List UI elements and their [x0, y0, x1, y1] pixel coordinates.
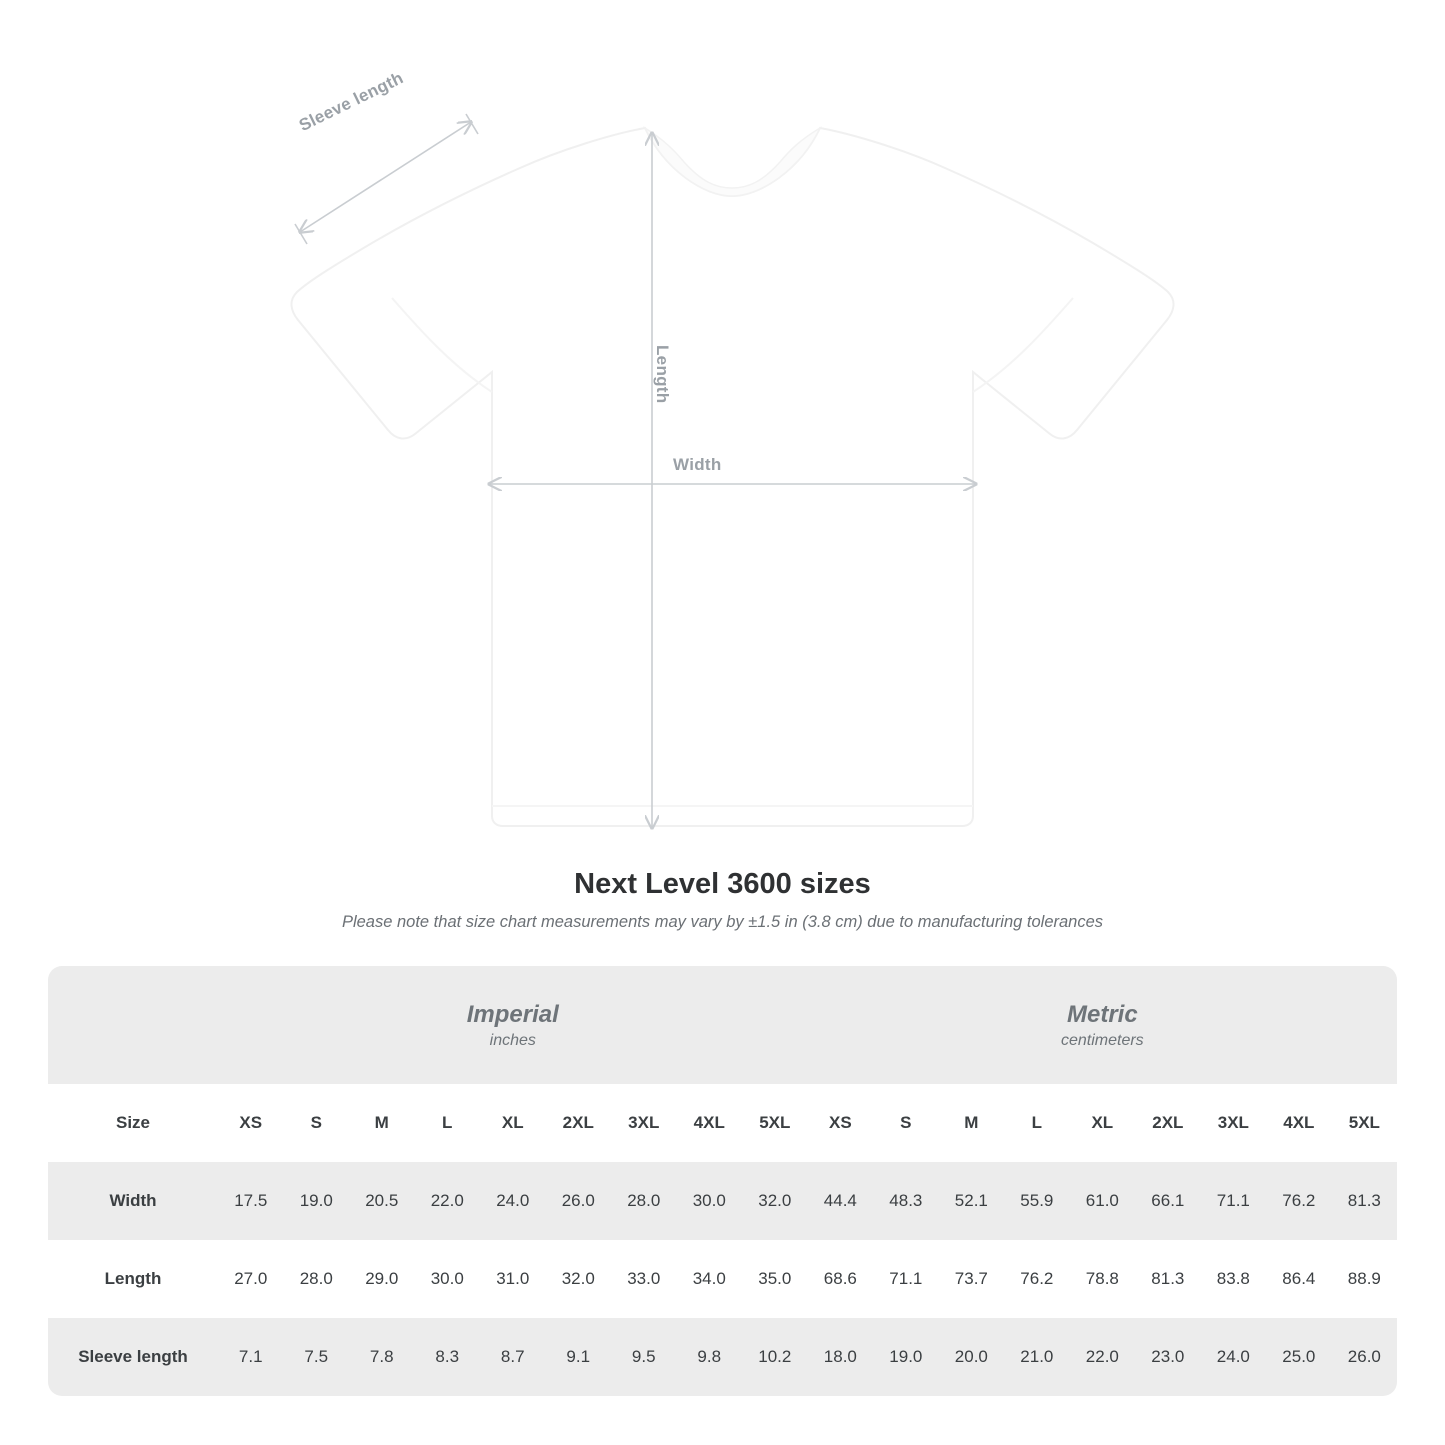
size-col-header: 2XL [1135, 1084, 1201, 1162]
unit-group-imperial-label: Imperial [466, 1001, 559, 1028]
measurement-cell: 73.7 [939, 1240, 1005, 1318]
measurement-cell: 27.0 [218, 1240, 284, 1318]
size-col-header: 3XL [611, 1084, 677, 1162]
measurement-cell: 20.5 [349, 1162, 415, 1240]
measurement-cell: 28.0 [611, 1162, 677, 1240]
measurement-cell: 78.8 [1070, 1240, 1136, 1318]
measurement-cell: 34.0 [677, 1240, 743, 1318]
size-col-header: XL [1070, 1084, 1136, 1162]
measurement-cell: 20.0 [939, 1318, 1005, 1396]
unit-corner-cell [48, 966, 218, 1084]
size-header-row [48, 1084, 1397, 1162]
measurement-cell: 19.0 [873, 1318, 939, 1396]
measurement-row-label: Length [48, 1240, 218, 1318]
measurement-cell: 7.8 [349, 1318, 415, 1396]
table-row [48, 1318, 1397, 1396]
measurement-cell: 8.3 [415, 1318, 481, 1396]
measurement-cell: 9.1 [546, 1318, 612, 1396]
measurement-cell: 52.1 [939, 1162, 1005, 1240]
measurement-cell: 48.3 [873, 1162, 939, 1240]
measurement-cell: 18.0 [808, 1318, 874, 1396]
measurement-cell: 76.2 [1004, 1240, 1070, 1318]
size-col-header: M [349, 1084, 415, 1162]
sleeve-length-label: Sleeve length [296, 68, 407, 136]
size-table-container [48, 966, 1397, 1396]
measurement-cell: 76.2 [1266, 1162, 1332, 1240]
size-col-header: S [873, 1084, 939, 1162]
size-col-header: XS [808, 1084, 874, 1162]
page-title: Next Level 3600 sizes [574, 868, 871, 900]
measurement-cell: 19.0 [284, 1162, 350, 1240]
size-col-header: 4XL [1266, 1084, 1332, 1162]
tolerance-note: Please note that size chart measurements may vary by ±1.5 in (3.8 cm) due to manufacturing tolerances [341, 913, 1104, 931]
measurement-cell: 81.3 [1135, 1240, 1201, 1318]
unit-group-imperial [218, 966, 808, 1084]
measurement-cell: 61.0 [1070, 1162, 1136, 1240]
measurement-cell: 86.4 [1266, 1240, 1332, 1318]
unit-header-row [48, 966, 1397, 1084]
measurement-cell: 68.6 [808, 1240, 874, 1318]
measurement-cell: 31.0 [480, 1240, 546, 1318]
measurement-cell: 33.0 [611, 1240, 677, 1318]
measurement-cell: 24.0 [480, 1162, 546, 1240]
measurement-cell: 26.0 [1332, 1318, 1397, 1396]
measurement-cell: 30.0 [415, 1240, 481, 1318]
size-col-header: 2XL [546, 1084, 612, 1162]
measurement-cell: 83.8 [1201, 1240, 1267, 1318]
measurement-cell: 35.0 [742, 1240, 808, 1318]
measurement-row-label: Sleeve length [48, 1318, 218, 1396]
unit-group-metric-label: Metric [1066, 1001, 1138, 1028]
width-label: Width [673, 455, 722, 474]
measurement-cell: 23.0 [1135, 1318, 1201, 1396]
measurement-cell: 32.0 [742, 1162, 808, 1240]
length-label: Length [653, 345, 672, 404]
measurement-cell: 66.1 [1135, 1162, 1201, 1240]
size-header-cell: Size [48, 1084, 218, 1162]
measurement-cell: 55.9 [1004, 1162, 1070, 1240]
measurement-cell: 71.1 [1201, 1162, 1267, 1240]
measurement-cell: 29.0 [349, 1240, 415, 1318]
measurement-cell: 10.2 [742, 1318, 808, 1396]
measurement-cell: 88.9 [1332, 1240, 1397, 1318]
measurement-row-label: Width [48, 1162, 218, 1240]
measurement-cell: 21.0 [1004, 1318, 1070, 1396]
tshirt-shape [291, 128, 1173, 826]
measurement-cell: 81.3 [1332, 1162, 1397, 1240]
measurement-cell: 22.0 [415, 1162, 481, 1240]
measurement-cell: 9.5 [611, 1318, 677, 1396]
size-col-header: 5XL [742, 1084, 808, 1162]
table-row [48, 1162, 1397, 1240]
measurement-cell: 25.0 [1266, 1318, 1332, 1396]
size-col-header: 4XL [677, 1084, 743, 1162]
measurement-cell: 24.0 [1201, 1318, 1267, 1396]
size-col-header: XL [480, 1084, 546, 1162]
measurement-cell: 71.1 [873, 1240, 939, 1318]
size-col-header: 3XL [1201, 1084, 1267, 1162]
measurement-cell: 30.0 [677, 1162, 743, 1240]
unit-group-metric-sub: centimeters [1060, 1032, 1144, 1049]
measurement-cell: 7.5 [284, 1318, 350, 1396]
size-col-header: M [939, 1084, 1005, 1162]
size-table [48, 966, 1397, 1396]
measurement-cell: 7.1 [218, 1318, 284, 1396]
unit-group-metric [808, 966, 1397, 1084]
measurement-cell: 26.0 [546, 1162, 612, 1240]
measurement-cell: 22.0 [1070, 1318, 1136, 1396]
size-col-header: L [415, 1084, 481, 1162]
measurement-cell: 17.5 [218, 1162, 284, 1240]
size-col-header: S [284, 1084, 350, 1162]
size-col-header: 5XL [1332, 1084, 1397, 1162]
title-block [0, 868, 1445, 932]
size-col-header: L [1004, 1084, 1070, 1162]
measurement-cell: 9.8 [677, 1318, 743, 1396]
measurement-cell: 8.7 [480, 1318, 546, 1396]
size-table-body [48, 1162, 1397, 1396]
size-col-header: XS [218, 1084, 284, 1162]
unit-group-imperial-sub: inches [489, 1032, 536, 1049]
measurement-cell: 28.0 [284, 1240, 350, 1318]
table-row [48, 1240, 1397, 1318]
measurement-cell: 32.0 [546, 1240, 612, 1318]
measurement-cell: 44.4 [808, 1162, 874, 1240]
